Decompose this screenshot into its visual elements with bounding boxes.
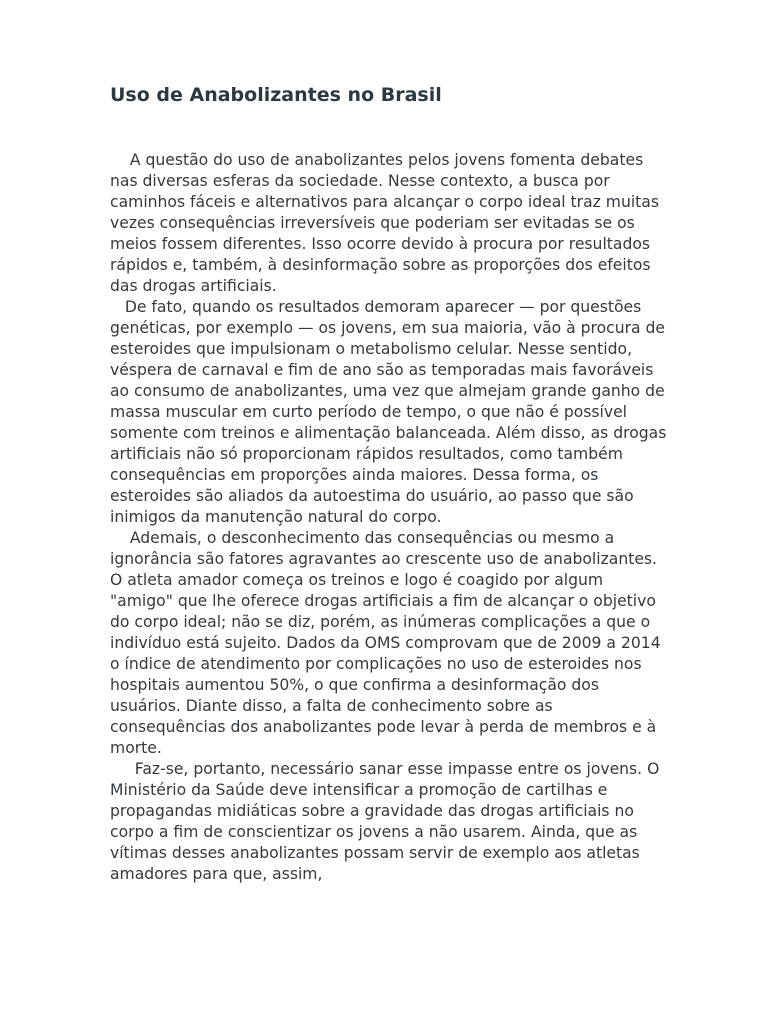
paragraph-development-2: Ademais, o desconhecimento das consequências ou mesmo a ignorância são fatores agravantes ao crescente uso de anabolizantes. O atleta amador começa os treinos e logo é coagido por algum "amigo" que lhe oferece drogas artificiais a fim de alcançar o objetivo do corpo ideal; não se diz, porém, as inúmeras complicações a que o indivíduo está sujeito. Dados da OMS comprovam que de 2009 a 2014 o índice de atendimento por complicações no uso de esteroides nos hospitais aumentou 50%, o que confirma a desinformação dos usuários. Diante disso, a falta de conhecimento sobre as consequências dos anabolizantes pode levar à perda de membros e à morte. — [110, 529, 666, 757]
document-title: Uso de Anabolizantes no Brasil — [110, 84, 442, 106]
document-body — [110, 150, 670, 885]
paragraph-development-1: De fato, quando os resultados demoram aparecer — por questões genéticas, por exemplo — os jovens, em sua maioria, vão à procura de esteroides que impulsionam o metabolismo celular. Nesse sentido, véspera de carnaval e fim de ano são as temporadas mais favoráveis ao consumo de anabolizantes, uma vez que almejam grande ganho de massa muscular em curto período de tempo, o que não é possível somente com treinos e alimentação balanceada. Além disso, as drogas artificiais não só proporcionam rápidos resultados, como também consequências em proporções ainda maiores. Dessa forma, os esteroides são aliados da autoestima do usuário, ao passo que são inimigos da manutenção natural do corpo. — [110, 298, 672, 526]
paragraph-conclusion: Faz-se, portanto, necessário sanar esse impasse entre os jovens. O Ministério da Saúde deve intensificar a promoção de cartilhas e propagandas midiáticas sobre a gravidade das drogas artificiais no corpo a fim de conscientizar os jovens a não usarem. Ainda, que as vítimas desses anabolizantes possam servir de exemplo aos atletas amadores para que, assim, — [110, 760, 665, 883]
paragraph-introduction: A questão do uso de anabolizantes pelos jovens fomenta debates nas diversas esferas da sociedade. Nesse contexto, a busca por caminhos fáceis e alternativos para alcançar o corpo ideal traz muitas vezes consequências irreversíveis que poderiam ser evitadas se os meios fossem diferentes. Isso ocorre devido à procura por resultados rápidos e, também, à desinformação sobre as proporções dos efeitos das drogas artificiais. — [110, 151, 664, 295]
